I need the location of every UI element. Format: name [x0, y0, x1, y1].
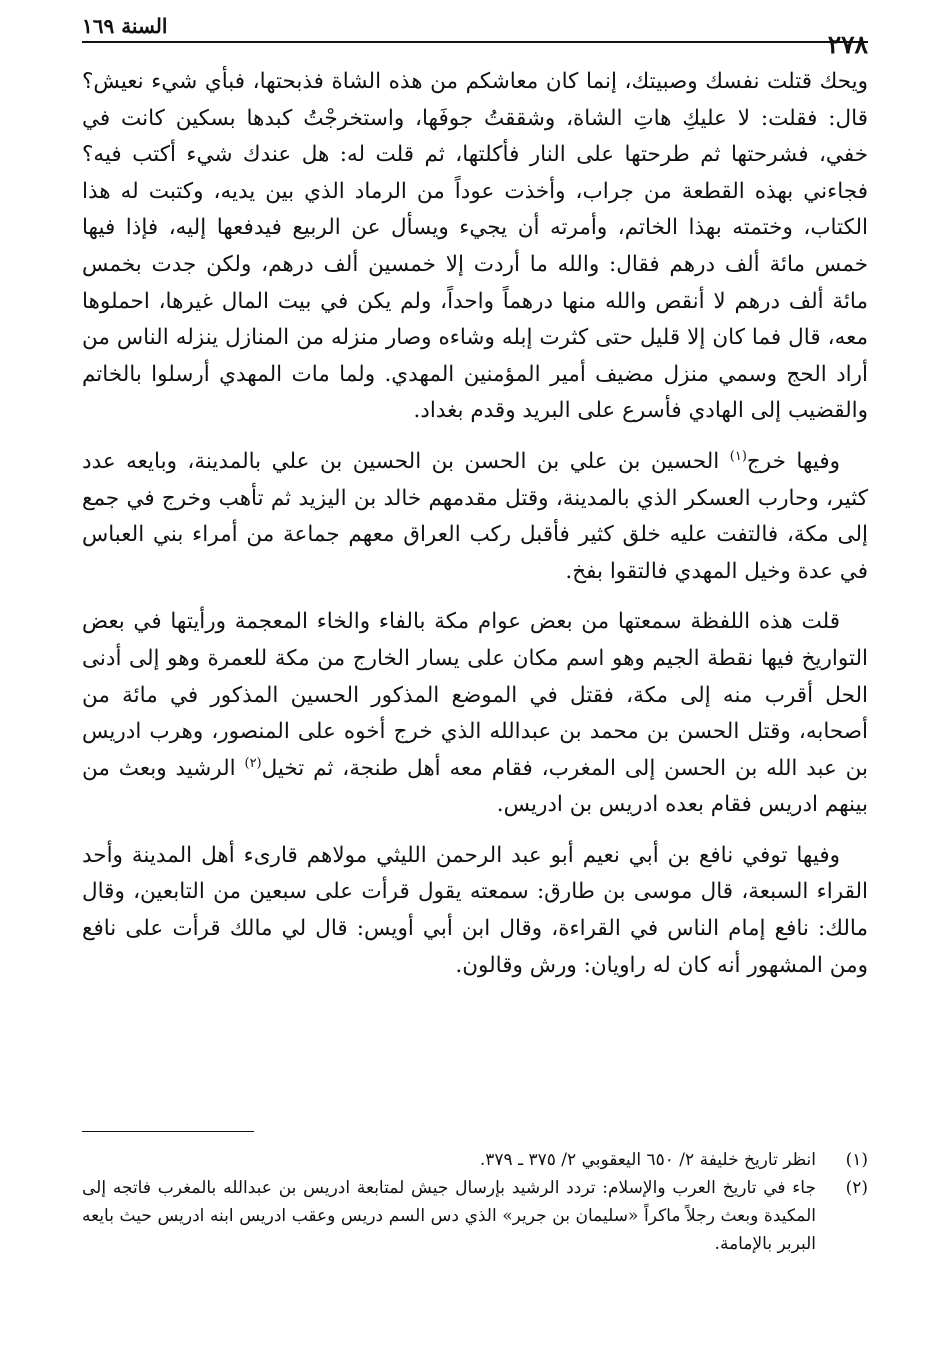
year-title: السنة ١٦٩: [82, 14, 168, 38]
footnote-1: [82, 1146, 868, 1174]
footnote-number: (٢): [845, 1178, 868, 1198]
paragraph-text: الحسين بن علي بن الحسن بن الحسين بن علي بالمدينة، وبايعه عدد كثير، وحارب العسكر الذي بالمدينة، وقتل مقدمهم خالد بن اليزيد ثم تأهب وخرج في جمع إلى مكة، فالتفت عليه خلق كثير فأقبل ركب العراق معهم جماعة من أمراء بني العباس في عدة وخيل المهدي فالتقوا بفخ.: [82, 448, 868, 584]
footnote-ref-1[interactable]: (١): [729, 448, 747, 464]
paragraph-text: قلت هذه اللفظة سمعتها من بعض عوام مكة بالفاء والخاء المعجمة ورأيتها في بعض التواريخ فيها نقطة الجيم وهو اسم مكان على يسار الخارج من مكة للعمرة وهو إلى أدنى الحل أقرب منه إلى مكة، فقتل في الموضع المذكور الحسين المذكور في مائة من أصحابه، وقتل الحسن بن محمد بن عبدالله الذي خرج أخوه على المنصور، وهرب ادريس بن عبد الله بن الحسن إلى المغرب، فقام معه أهل طنجة، ثم تخيل: [82, 609, 869, 781]
body-text: [82, 64, 868, 984]
paragraph-nafi-death: وفيها توفي نافع بن أبي نعيم أبو عبد الرحمن الليثي مولاهم قارىء أهل المدينة وأحد القراء السبعة، قال موسى بن طارق: سمعته يقول قرأت على سبعين من التابعين، وقال مالك: نافع إمام الناس في القراءة، وقال ابن أبي أويس: قال لي مالك قرأت على نافع ومن المشهور أنه كان له راويان: ورش وقالون.: [82, 842, 868, 978]
footnote-rule: [82, 1131, 254, 1132]
paragraph-fakh-note: [82, 604, 868, 824]
footnote-text: انظر تاريخ خليفة ٢/ ٦٥٠ اليعقوبي ٢/ ٣٧٥ ـ ٣٧٩.: [479, 1150, 816, 1170]
header-rule: [82, 41, 868, 43]
footnote-2: [82, 1174, 868, 1258]
paragraph-text: وفيها خرج: [746, 448, 840, 474]
paragraph-story: ويحك قتلت نفسك وصبيتك، إنما كان معاشكم من هذه الشاة فذبحتها، فبأي شيء نعيش؟ قال: فقلت: لا عليكِ هاتِ الشاة، وشققتُ جوفَها، واستخرجْتُ كبدها بسكين كانت في خفي، فشرحتها ثم طرحتها على النار فأكلتها، ثم قلت له: هل عندك شيء أكتب فيه؟ فجاءني بهذه القطعة من جراب، وأخذت عوداً من الرماد الذي بين يديه، وكتبت له هذا الكتاب، وختمته بهذا الخاتم، وأمرته أن يجيء ويسأل عن الربيع فيدفعها إليه، فإذا فيها خمس مائة ألف درهم فقال: والله ما أردت إلا خمسين ألف درهم، ولكن جدت بخمس مائة ألف درهم لا أنقص والله منها درهماً واحداً، ولم يكن في بيت المال غيرها، احملوها معه، قال فما كان إلا قليل حتى كثرت إبله وشاءه وصار منزله من المنازل ينزله الناس من أراد الحج وسمي منزل مضيف أمير المؤمنين المهدي. ولما مات المهدي أرسلوا بالخاتم والقضيب إلى الهادي فأسرع على البريد وقدم بغداد.: [82, 69, 868, 424]
footnotes: [82, 1146, 868, 1258]
footnote-ref-2[interactable]: (٢): [244, 755, 262, 771]
footnote-text: جاء في تاريخ العرب والإسلام: تردد الرشيد بإرسال جيش لمتابعة ادريس بن عبدالله بالمغرب فاتجه إلى المكيدة وبعث رجلاً ماكراً «سليمان بن جرير» الذي دس السم دريس وعقب ادريس ابنه ادريس حيث بايعه البربر بالإمامة.: [82, 1178, 816, 1254]
paragraph-husayn-revolt: [82, 444, 868, 590]
page-number: ٢٧٨: [827, 30, 868, 59]
footnote-number: (١): [845, 1150, 868, 1170]
page-header: [82, 8, 868, 59]
paragraph-text: الرشيد وبعث من بينهم ادريس فقام بعده ادريس بن ادريس.: [82, 755, 868, 818]
